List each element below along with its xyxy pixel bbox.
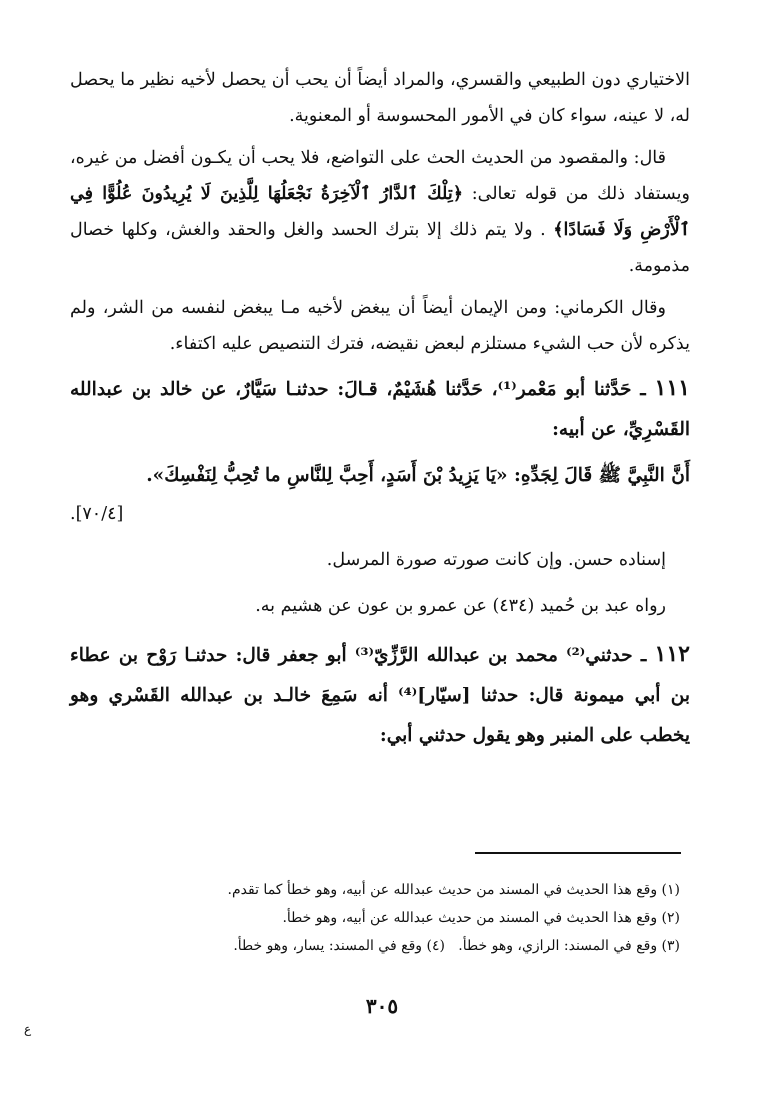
hadith-111-reference: [٧٠/٤]. [70, 504, 124, 524]
hadith-111-number: ١١١ [654, 375, 690, 401]
page-number: ٣٠٥ [365, 994, 399, 1018]
paragraph-tawadu [70, 140, 690, 284]
hadith-112-isnad [70, 634, 690, 756]
footnote-3: (٣) وقع في المسند: الرازي، وهو خطأ. [458, 938, 680, 954]
paragraph-tawadu-intro: قال: والمقصود من الحديث الحث على التواضع، فلا يحب أن يكـون أفضل من غيره، ويستفاد ذلك من قوله تعالى: [70, 148, 690, 204]
paragraph-kirmani: وقال الكرماني: ومن الإيمان أيضاً أن يبغض لأخيه مـا يبغض لنفسه من الشر، ولم يذكره لأن حب الشيء مستلزم لبعض نقيضه، فترك التنصيص عليه اكتفاء. [70, 298, 690, 354]
hadith-111-grading: إسناده حسن. وإن كانت صورته صورة المرسل. [326, 550, 666, 570]
footnote-divider [475, 852, 681, 854]
footnote-4: (٤) وقع في المسند: يسار، وهو خطأ. [233, 938, 445, 954]
footnote-3-4 [80, 932, 680, 960]
hadith-111-takhrij: رواه عبد بن حُميد (٤٣٤) عن عمرو بن عون عن هشيم به. [255, 596, 666, 616]
footnotes [80, 876, 680, 960]
hadith-111-matn: أَنَّ النَّبِيَّ ﷺ قَالَ لِجَدِّهِ: «يَا يَزِيدُ بْنَ أَسَدٍ، أَحِبَّ لِلنَّاسِ ما تُحِبُّ لِنَفْسِكَ». [146, 465, 690, 486]
hadith-111-isnad [70, 368, 690, 450]
hadith-112-isnad-text: ـ حدثني⁽²⁾ محمد بن عبدالله الرَّزِّيّ⁽³⁾ أبو جعفر قال: حدثنـا رَوْح بن عطاء بن أبي ميمونة قال: حدثنا [سيّار]⁽⁴⁾ أنه سَمِعَ خالـد بن عبدالله القَسْري وهو يخطب على المنبر وهو يقول حدثني أبي: [70, 645, 690, 746]
footnote-1: (١) وقع هذا الحديث في المسند من حديث عبدالله عن أبيه، وهو خطأ كما تقدم. [227, 882, 680, 898]
paragraph-tawadu-rest: . ولا يتم ذلك إلا بترك الحسد والغل والحقد والغش، وكلها خصال مذمومة. [70, 220, 690, 276]
corner-mark: ع [24, 1022, 32, 1036]
paragraph-ikhtiyari: الاختياري دون الطبيعي والقسري، والمراد أيضاً أن يحب أن يحصل لأخيه نظير ما يحصل له، لا عينه، سواء كان في الأمور المحسوسة أو المعنوية. [70, 70, 690, 126]
page-body [70, 62, 690, 762]
hadith-112-number: ١١٢ [654, 641, 690, 667]
quran-verse: ﴿تِلْكَ ٱلدَّارُ ٱلْآخِرَةُ نَجْعَلُهَا لِلَّذِينَ لَا يُرِيدُونَ عُلُوًّا فِي ٱلْأَرْضِ وَلَا فَسَادًا﴾ [70, 184, 690, 240]
footnote-2: (٢) وقع هذا الحديث في المسند من حديث عبدالله عن أبيه، وهو خطأ. [282, 910, 680, 926]
hadith-111-isnad-text: ـ حَدَّثنا أبو مَعْمر⁽¹⁾، حَدَّثنا هُشَيْمٌ، قـالَ: حدثنـا سَيَّارٌ، عن خالد بن عبدالله القَسْرِيِّ، عن أبيه: [70, 379, 690, 440]
